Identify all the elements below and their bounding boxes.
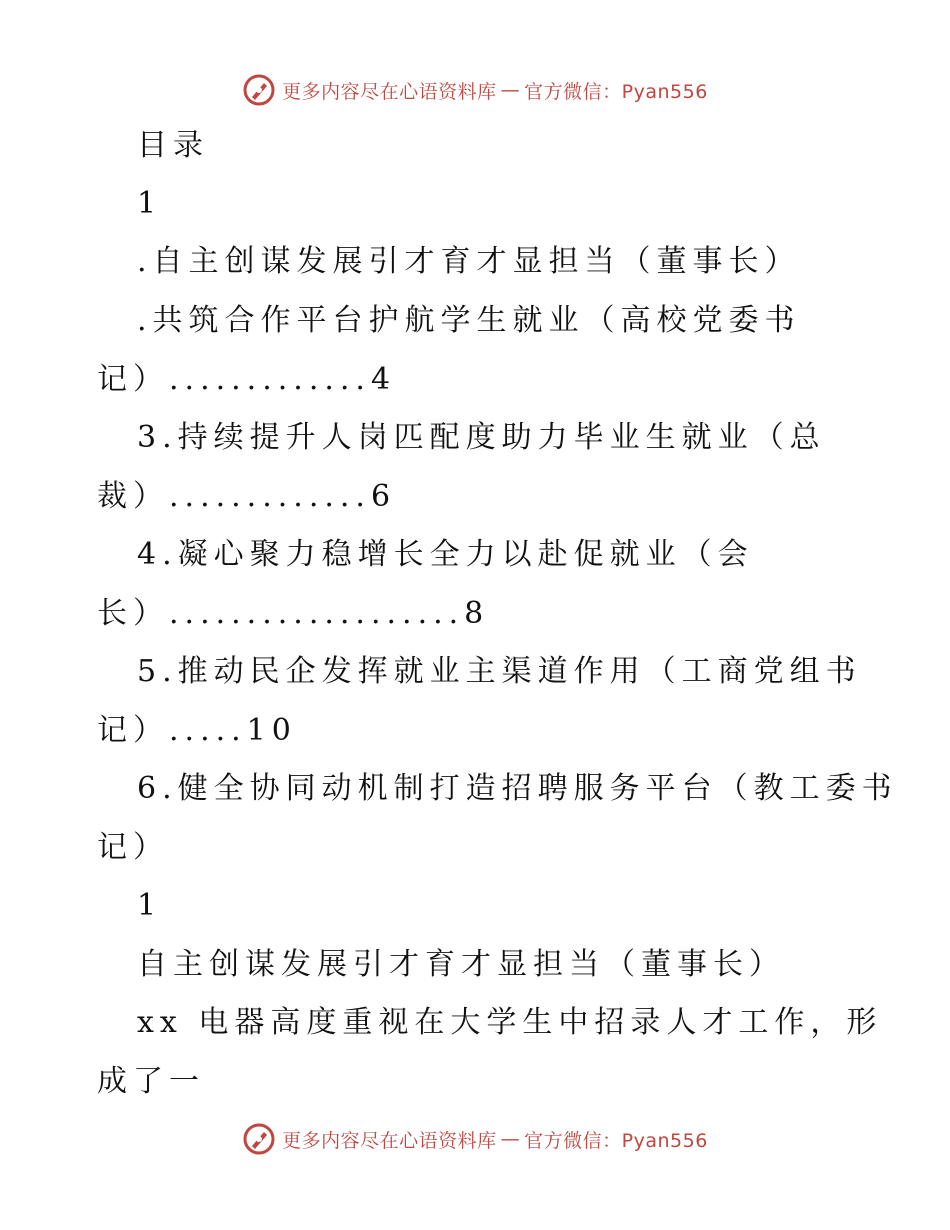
toc-line: 记）.....10 xyxy=(97,713,297,748)
toc-line: 裁）.............6 xyxy=(97,479,397,514)
section-heading: 自主创谋发展引才育才显担当（董事长） xyxy=(137,947,785,982)
toc-line: 5.推动民企发挥就业主渠道作用（工商党组书 xyxy=(137,654,862,689)
banner-text: 更多内容尽在心语资料库 xyxy=(282,1129,497,1152)
body-paragraph: xx 电器高度重视在大学生中招录人才工作，形 xyxy=(137,1005,883,1040)
toc-line: 记）.............4 xyxy=(97,362,397,397)
toc-title: 目录 xyxy=(137,128,209,163)
toc-line: 6.健全协同动机制打造招聘服务平台（教工委书 xyxy=(137,771,898,806)
banner-separator: — xyxy=(500,79,521,101)
footer-watermark-banner xyxy=(0,1119,950,1159)
toc-line: 4.凝心聚力稳增长全力以赴促就业（会 xyxy=(137,537,754,572)
banner-contact: 官方微信：Pyan556 xyxy=(524,80,708,103)
pen-seal-icon xyxy=(242,73,276,107)
toc-line: 长）...................8 xyxy=(97,596,490,631)
banner-separator: — xyxy=(500,1128,521,1150)
banner-contact: 官方微信：Pyan556 xyxy=(524,1129,708,1152)
toc-line: 记） xyxy=(97,830,169,865)
toc-line: 3.持续提升人岗匹配度助力毕业生就业（总 xyxy=(137,420,826,455)
toc-line: .共筑合作平台护航学生就业（高校党委书 xyxy=(137,303,801,338)
pen-seal-icon xyxy=(242,1122,276,1156)
toc-line: 1 xyxy=(137,186,163,221)
toc-line: .自主创谋发展引才育才显担当（董事长） xyxy=(137,244,801,279)
section-number: 1 xyxy=(137,888,163,923)
header-watermark-banner xyxy=(0,70,950,110)
banner-text: 更多内容尽在心语资料库 xyxy=(282,80,497,103)
body-paragraph: 成了一 xyxy=(97,1064,205,1099)
